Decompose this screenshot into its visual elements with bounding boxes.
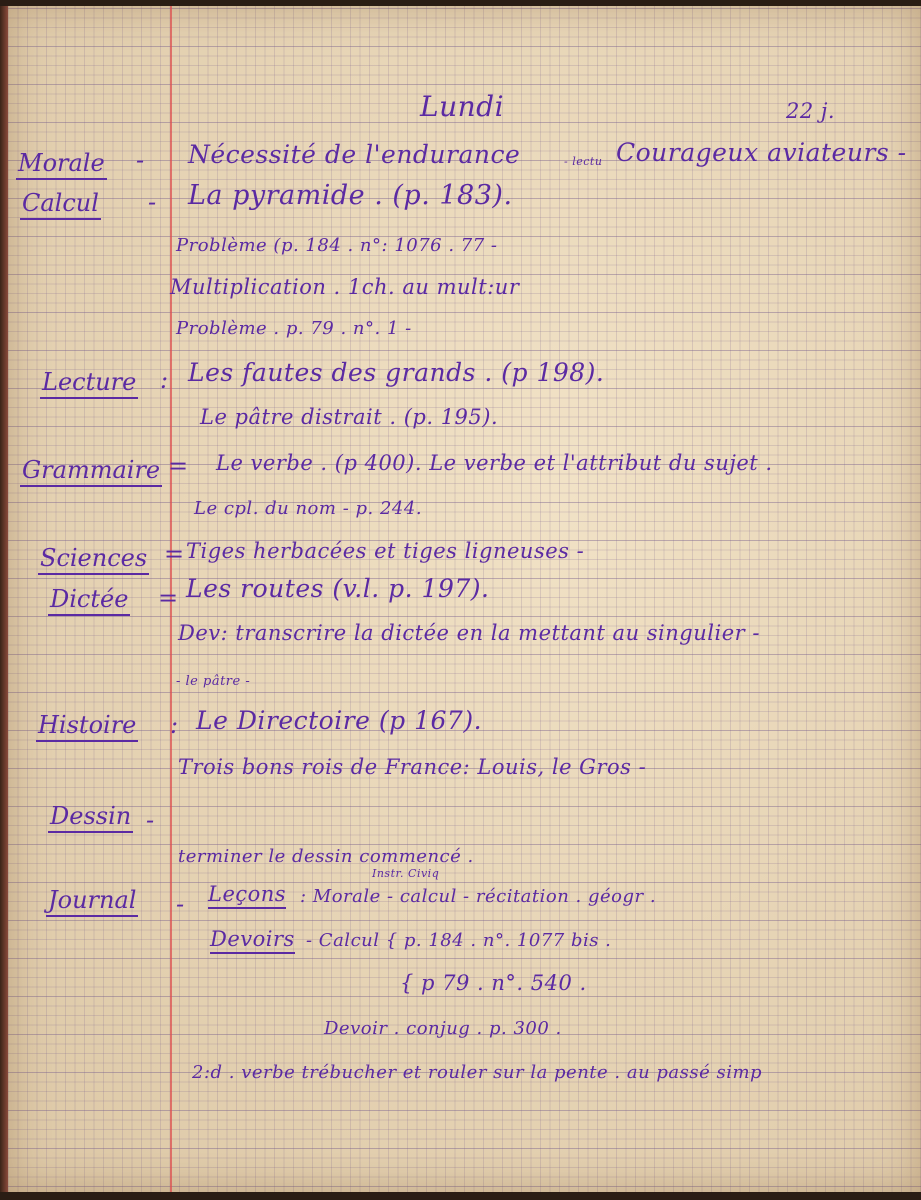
calcul-line-4: Problème . p. 79 . n°. 1 -	[176, 318, 412, 339]
journal-devoirs-line-3: Devoir . conjug . p. 300 .	[324, 1018, 562, 1039]
calcul-line-3: Multiplication . 1ch. au mult:ur	[170, 275, 520, 299]
subject-journal: Journal	[46, 886, 138, 917]
separator: -	[136, 146, 145, 174]
notebook-page	[8, 6, 921, 1192]
day-heading: Lundi	[420, 90, 505, 123]
journal-devoirs-line-2: { p 79 . n°. 540 .	[400, 971, 587, 995]
notebook-binding-edge	[0, 6, 8, 1192]
separator: =	[158, 584, 179, 612]
grammaire-line-1: Le verbe . (p 400). Le verbe et l'attribut du sujet .	[216, 451, 773, 475]
separator: -	[146, 806, 155, 834]
journal-devoirs-line-1: - Calcul { p. 184 . n°. 1077 bis .	[306, 930, 612, 951]
journal-lecons-note: Instr. Civiq	[372, 867, 440, 880]
histoire-line-2: Trois bons rois de France: Louis, le Gros -	[178, 755, 647, 779]
subject-dictee: Dictée	[48, 585, 130, 616]
morale-note: - lectu	[564, 155, 603, 168]
subject-histoire: Histoire	[36, 711, 138, 742]
morale-text-2: Courageux aviateurs -	[616, 138, 907, 167]
separator: :	[170, 711, 179, 739]
dictee-line-2: Dev: transcrire la dictée en la mettant au singulier -	[178, 621, 760, 645]
grammaire-line-2: Le cpl. du nom - p. 244.	[194, 498, 423, 519]
lecture-line-1: Les fautes des grands . (p 198).	[188, 358, 605, 387]
morale-text: Nécessité de l'endurance	[188, 140, 521, 169]
separator: -	[148, 188, 157, 216]
dictee-line-3: - le pâtre -	[176, 674, 251, 689]
journal-lecons-text: : Morale - calcul - récitation . géogr .	[300, 886, 657, 907]
separator: :	[160, 366, 169, 394]
dessin-line-1: terminer le dessin commencé .	[178, 846, 474, 867]
subject-sciences: Sciences	[38, 544, 149, 575]
separator: -	[176, 890, 185, 918]
subject-grammaire: Grammaire	[20, 456, 162, 487]
histoire-line-1: Le Directoire (p 167).	[196, 706, 483, 735]
subject-lecture: Lecture	[40, 368, 138, 399]
dictee-line-1: Les routes (v.l. p. 197).	[186, 574, 490, 603]
journal-lecons-label: Leçons	[208, 881, 286, 909]
calcul-line-2: Problème (p. 184 . n°: 1076 . 77 -	[176, 235, 498, 256]
calcul-line-1: La pyramide . (p. 183).	[188, 180, 513, 211]
subject-morale: Morale	[16, 149, 107, 180]
subject-dessin: Dessin	[48, 802, 133, 833]
separator: =	[168, 452, 189, 480]
sciences-line-1: Tiges herbacées et tiges ligneuses -	[186, 539, 585, 563]
date-label: 22 j.	[786, 99, 836, 123]
journal-devoirs-line-4: 2:d . verbe trébucher et rouler sur la pente . au passé simp	[192, 1062, 763, 1083]
lecture-line-2: Le pâtre distrait . (p. 195).	[200, 405, 499, 429]
journal-devoirs-label: Devoirs	[210, 926, 295, 954]
subject-calcul: Calcul	[20, 189, 101, 220]
separator: =	[164, 540, 185, 568]
